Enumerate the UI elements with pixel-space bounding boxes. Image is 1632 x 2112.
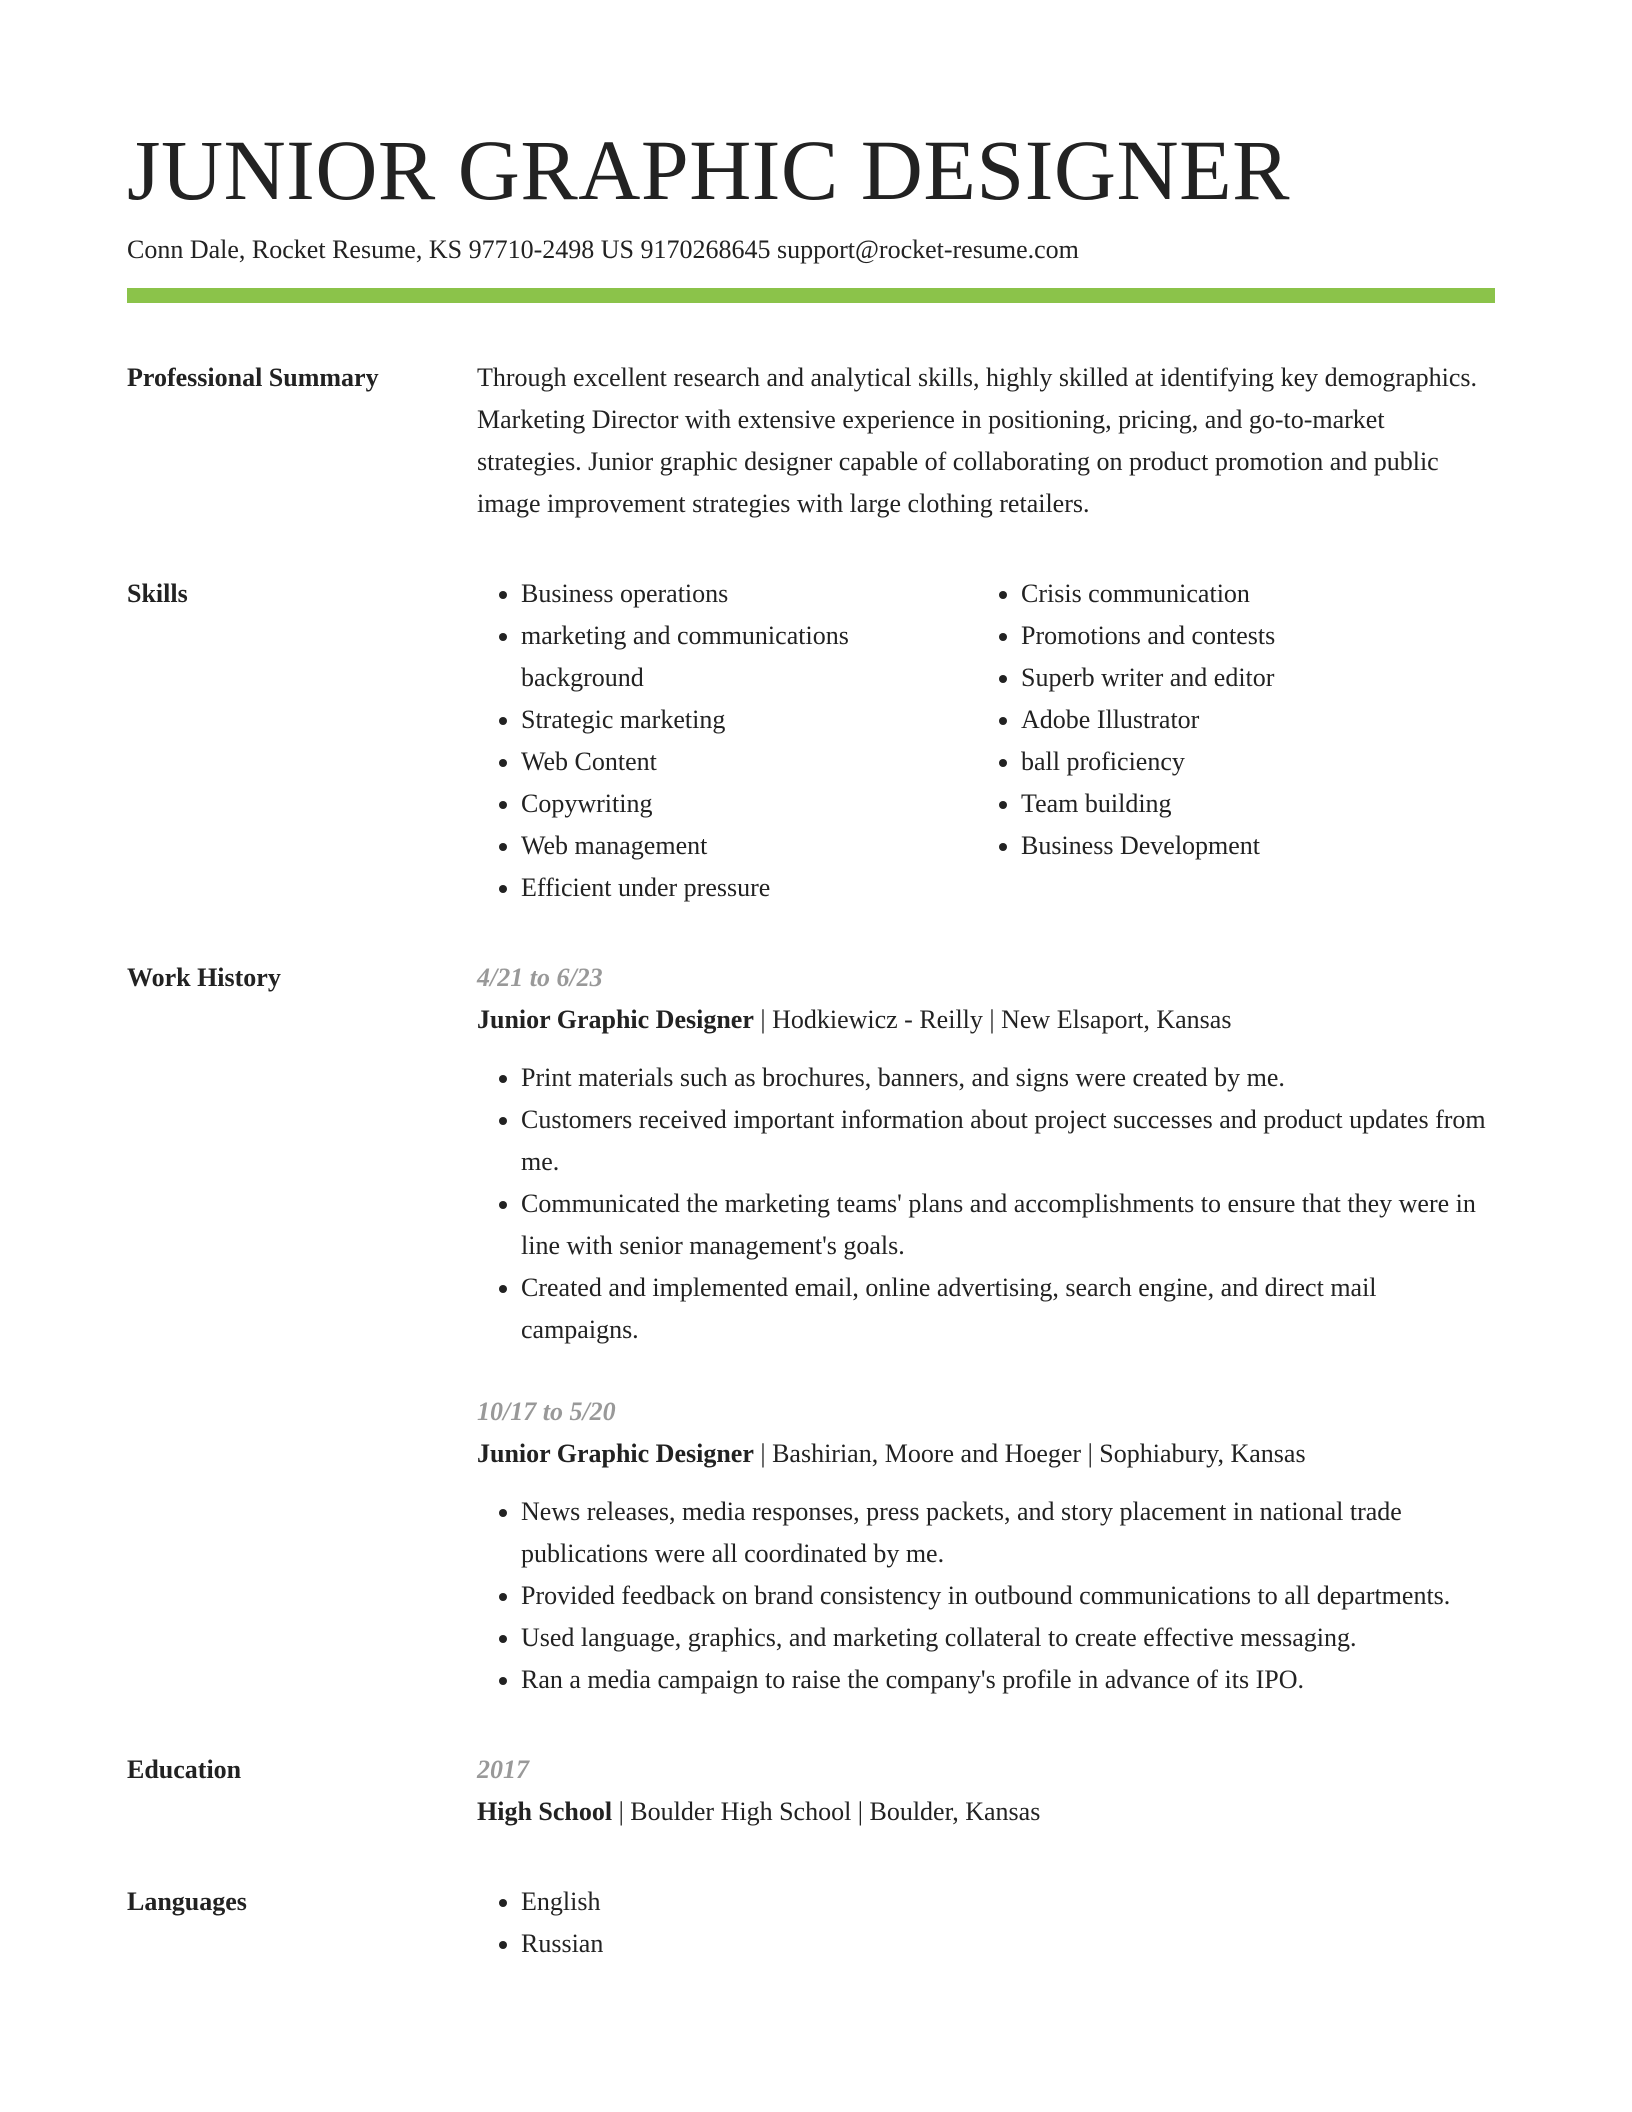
section-label-education: Education [127, 1755, 242, 1784]
resume-title: JUNIOR GRAPHIC DESIGNER [127, 122, 1291, 218]
skill-item: • Crisis communication [1021, 573, 1477, 615]
languages-body [477, 1881, 1495, 1965]
skills-section [127, 573, 1495, 909]
language-item: • Russian [521, 1923, 1495, 1965]
skill-item: • marketing and communications background [521, 615, 977, 699]
job-bullets [477, 1057, 1495, 1351]
skill-item: • Web Content [521, 741, 977, 783]
job-bullet: • Ran a media campaign to raise the company's profile in advance of its IPO. [521, 1659, 1495, 1701]
skill-item: • Team building [1021, 783, 1477, 825]
skill-item: • Business Development [1021, 825, 1477, 867]
work-history-section [127, 957, 1495, 1701]
education-section [127, 1749, 1495, 1833]
job-entry [477, 957, 1495, 1351]
languages-section [127, 1881, 1495, 1965]
education-body [477, 1749, 1495, 1833]
summary-section [127, 357, 1495, 525]
job-employer-location: | Hodkiewicz - Reilly | New Elsaport, Kansas [753, 1005, 1232, 1034]
summary-body [477, 357, 1495, 525]
education-heading [477, 1791, 1495, 1833]
language-item: • English [521, 1881, 1495, 1923]
job-bullet: • Created and implemented email, online advertising, search engine, and direct mail campaigns. [521, 1267, 1495, 1351]
job-bullet: • Used language, graphics, and marketing collateral to create effective messaging. [521, 1617, 1495, 1659]
job-heading [477, 999, 1495, 1041]
resume-page [127, 120, 1495, 1965]
contact-line: Conn Dale, Rocket Resume, KS 97710-2498 US 9170268645 support@rocket-resume.com [127, 235, 1079, 264]
skills-column-left [477, 573, 977, 909]
job-heading [477, 1433, 1495, 1475]
job-title: Junior Graphic Designer [477, 1439, 754, 1468]
job-bullet: • Customers received important information about project successes and product updates from me. [521, 1099, 1495, 1183]
skill-item: • Superb writer and editor [1021, 657, 1477, 699]
skill-item: • Efficient under pressure [521, 867, 977, 909]
education-school-location: | Boulder High School | Boulder, Kansas [612, 1797, 1041, 1826]
job-date: 10/17 to 5/20 [477, 1397, 616, 1426]
job-bullets [477, 1491, 1495, 1701]
job-entry [477, 1391, 1495, 1701]
education-date: 2017 [477, 1755, 529, 1784]
section-label-work-history: Work History [127, 963, 281, 992]
summary-text: Through excellent research and analytical skills, highly skilled at identifying key demographics. Marketing Director with extensive experience in positioning, pricing, and go-to-market strategies. Junior graphic designer capable of collaborating on product promotion and public image improvement strategies with large clothing retailers. [477, 363, 1477, 518]
job-bullet: • News releases, media responses, press packets, and story placement in national trade publications were all coordinated by me. [521, 1491, 1495, 1575]
job-bullet: • Provided feedback on brand consistency in outbound communications to all departments. [521, 1575, 1495, 1617]
job-title: Junior Graphic Designer [477, 1005, 754, 1034]
job-employer-location: | Bashirian, Moore and Hoeger | Sophiabury, Kansas [753, 1439, 1306, 1468]
skill-item: • Web management [521, 825, 977, 867]
skill-item: • Strategic marketing [521, 699, 977, 741]
accent-divider [127, 288, 1495, 303]
section-label-skills: Skills [127, 579, 188, 608]
section-label-languages: Languages [127, 1887, 247, 1916]
skill-item: • Copywriting [521, 783, 977, 825]
section-label-summary: Professional Summary [127, 363, 379, 392]
job-date: 4/21 to 6/23 [477, 963, 603, 992]
skills-list-right [977, 573, 1477, 867]
work-history-body [477, 957, 1495, 1701]
skill-item: • Adobe Illustrator [1021, 699, 1477, 741]
skills-column-right [977, 573, 1477, 909]
job-bullet: • Communicated the marketing teams' plans and accomplishments to ensure that they were in line with senior management's goals. [521, 1183, 1495, 1267]
skills-columns [477, 573, 1495, 909]
languages-list [477, 1881, 1495, 1965]
skill-item: • Promotions and contests [1021, 615, 1477, 657]
education-degree: High School [477, 1797, 613, 1826]
skills-body [477, 573, 1495, 909]
job-bullet: • Print materials such as brochures, banners, and signs were created by me. [521, 1057, 1495, 1099]
skill-item: • Business operations [521, 573, 977, 615]
skills-list-left [477, 573, 977, 909]
skill-item: • ball proficiency [1021, 741, 1477, 783]
